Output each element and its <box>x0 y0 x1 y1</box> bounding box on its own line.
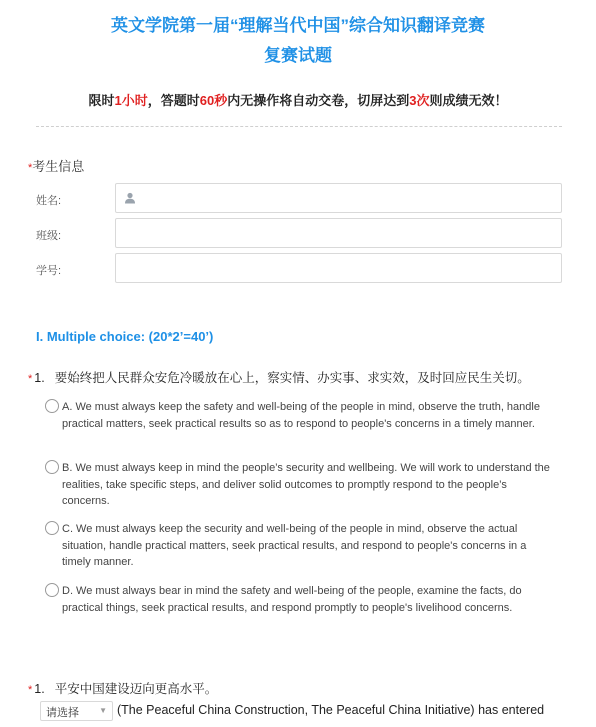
notice-highlight: 1小时 <box>114 93 148 108</box>
notice-highlight: 60秒 <box>199 93 228 108</box>
name-input[interactable] <box>115 183 562 213</box>
dashed-divider <box>36 126 562 127</box>
question-text: 平安中国建设迈向更高水平。 <box>54 682 218 696</box>
option-text: A. We must always keep the safety and well-being of the people in mind, observe the truth, handle practical matters, seek practical results so as to respond to people's concerns in a timely manner. <box>62 401 540 430</box>
notice-text: 限时 <box>88 93 115 108</box>
name-label: 姓名: <box>36 195 62 207</box>
option-text: C. We must always keep the security and well-being of the people in mind, observe the actual situation, handle practical matters, seek practical results, and respond to people's concerns in a timely manner. <box>62 523 527 568</box>
required-mark: * <box>28 684 33 696</box>
answer-select[interactable] <box>40 701 113 721</box>
question-title <box>28 368 530 386</box>
question-text: 要始终把人民群众安危冷暖放在心上，察实情、办实事、求实效，及时回应民生关切。 <box>54 371 530 385</box>
radio-button[interactable] <box>45 460 59 474</box>
student-id-label: 学号: <box>36 265 62 277</box>
notice-text: 则成绩无效！ <box>429 93 508 108</box>
option-text: D. We must always bear in mind the safety and well-being of the people, examine the facts, do practical things, seek practical results, and respond promptly to people's livelihood concerns. <box>62 585 522 614</box>
chevron-down-icon: ▼ <box>99 706 107 715</box>
required-mark: * <box>28 162 33 174</box>
class-label: 班级: <box>36 230 62 242</box>
select-value: 请选择 <box>46 707 79 719</box>
radio-button[interactable] <box>45 521 59 535</box>
page-subtitle: 复赛试题 <box>264 46 332 65</box>
user-icon <box>124 192 136 204</box>
question-title <box>28 679 217 697</box>
required-mark: * <box>28 373 33 385</box>
question-fill-text: (The Peaceful China Construction, The Peaceful China Initiative) has entered <box>117 703 545 717</box>
radio-button[interactable] <box>45 399 59 413</box>
candidate-info-label <box>28 156 84 175</box>
class-input[interactable] <box>115 218 562 248</box>
candidate-info-text: 考生信息 <box>32 159 85 174</box>
notice-text: 内无操作将自动交卷，切屏达到 <box>227 93 410 108</box>
page-title: 英文学院第一届“理解当代中国”综合知识翻译竞赛 <box>111 16 485 35</box>
question-number: 1. <box>34 371 45 385</box>
notice-text: ，答题时 <box>147 93 200 108</box>
section-heading: I. Multiple choice: (20*2’=40’) <box>36 329 214 344</box>
exam-notice <box>0 90 596 109</box>
question-number: 1. <box>34 682 45 696</box>
notice-highlight: 3次 <box>409 93 430 108</box>
student-id-input[interactable] <box>115 253 562 283</box>
radio-button[interactable] <box>45 583 59 597</box>
option-text: B. We must always keep in mind the people’s security and wellbeing. We will work to understand the realities, take specific steps, and deliver solid outcomes to promptly respond to the people’s concerns. <box>62 462 550 507</box>
